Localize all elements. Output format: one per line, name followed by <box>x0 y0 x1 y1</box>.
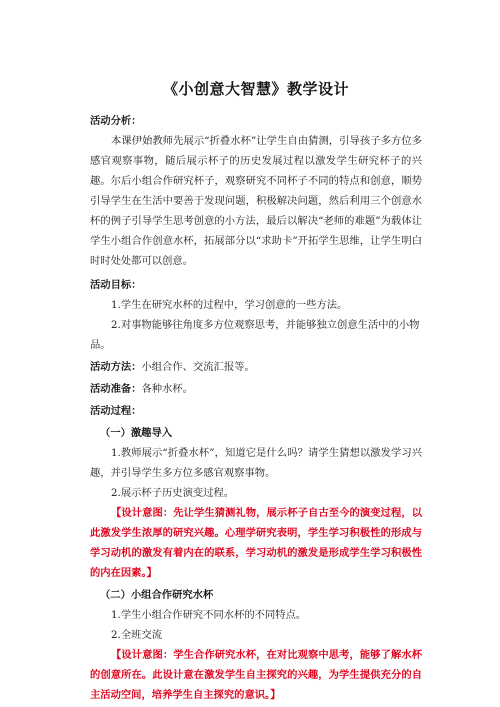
prep-value: 各种水杯。 <box>141 383 193 395</box>
analysis-body: 本课伊始教师先展示“折叠水杯”让学生自由猜测，引导孩子多方位多感官观察事物，随后展示杯子的历史发展过程以激发学生研究杯子的兴趣。尔后小组合作研究杯子，观察研究不同杯子不同的特点和创意，顺势引导学生在生活中要善于发现问题，积极解决问题，然后利用三个创意水杯的例子引导学生思考创意的小方法，最后以解决“老师的难题”为载体让学生小组合作创意水杯，拓展部分以“求助卡”开拓学生思维，让学生明白时时处处都可以创意。 <box>90 135 422 267</box>
section-2-item-2: 2.全班交流 <box>111 629 163 641</box>
document-title: 《小创意大智慧》教学设计 <box>162 80 349 98</box>
process-heading: 活动过程： <box>90 405 142 417</box>
method-row <box>90 357 422 377</box>
section-2-design-note: 【设计意图：学生合作研究水杯，在对比观察中思考，能够了解水杯的创意所在。此设计意在激发学生自主探究的兴趣，为学生提供充分的自主活动空间，培养学生自主探究的意识。】 <box>90 649 422 701</box>
section-1-design-note: 【设计意图：先让学生猜测礼物，展示杯子自古至今的演变过程，以此激发学生浓厚的研究兴趣。心理学研究表明，学生学习积极性的形成与学习动机的激发有着内在的联系，学习动机的激发是形成学生学习积极性的内在因素。】 <box>90 507 422 579</box>
prep-row <box>90 379 422 399</box>
goal-item-2: 2.对事物能够往角度多方位观察思考，并能够独立创意生活中的小物品。 <box>90 319 420 351</box>
analysis-heading: 活动分析： <box>90 115 142 127</box>
section-1-item-2: 2.展示杯子历史演变过程。 <box>111 487 235 499</box>
section-2-item-1: 1.学生小组合作研究不同水杯的不同特点。 <box>111 609 307 621</box>
prep-label: 活动准备： <box>90 383 142 395</box>
goals-heading: 活动目标： <box>90 279 142 291</box>
section-1-item-1: 1.教师展示“折叠水杯”，知道它是什么吗？请学生猜想以激发学习兴趣，并引导学生多方位多感官观察事物。 <box>90 447 422 479</box>
section-1-heading: （一）激趣导入 <box>100 427 173 439</box>
method-value: 小组合作、交流汇报等。 <box>141 361 255 373</box>
goal-item-1: 1.学生在研究水杯的过程中，学习创意的一些方法。 <box>111 299 348 311</box>
method-label: 活动方法： <box>90 361 142 373</box>
section-2-heading: （二）小组合作研究水杯 <box>100 589 214 601</box>
